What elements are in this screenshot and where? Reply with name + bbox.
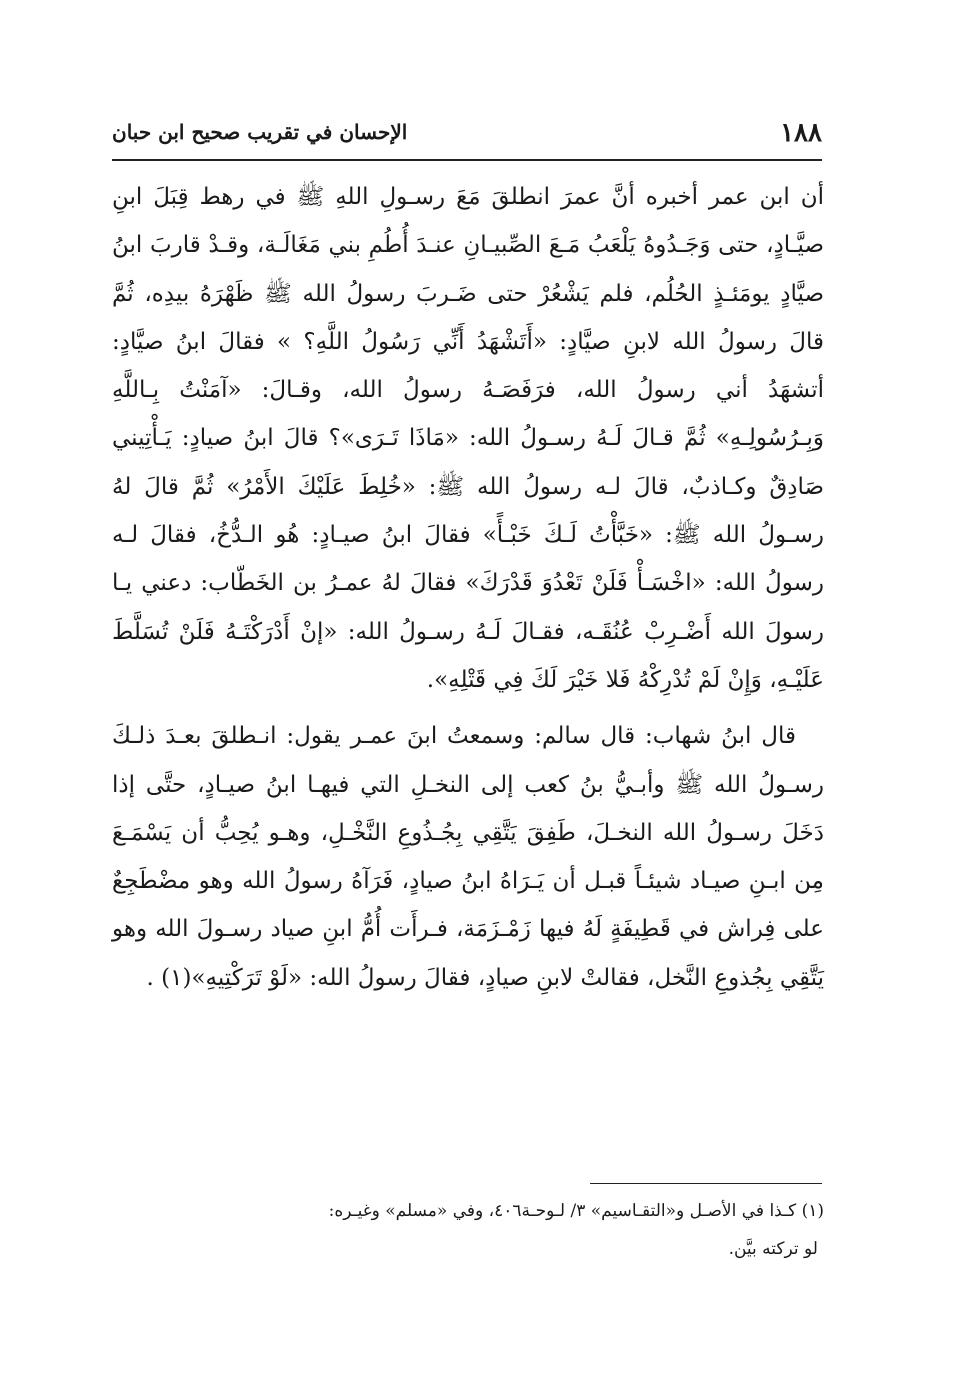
paragraph-1: أن ابن عمر أخبره أنَّ عمرَ انطلقَ مَعَ رسـولِ اللهِ ﷺ في رهط قِبَلَ ابنِ صيَّـادٍ، حتى وَجَـدُوهُ يَلْعَبُ مَـعَ الصِّبيـانِ عنـدَ أُطُمِ بني مَغَالَـة، وقـدْ قاربَ ابنُ صيَّادٍ يومَئـذٍ الحُلُم، فلم يَشْعُرْ حتى ضَـربَ رسولُ الله ﷺ ظَهْرَهُ بيدِه، ثُمَّ قالَ رسولُ الله لابنِ صيَّادٍ: «أَتَشْهَدُ أَنِّي رَسُولُ اللَّهِ؟ » فقالَ ابنُ صيَّادٍ: أتشهَدُ أني رسولُ الله، فرَفَصَـهُ رسولُ الله، وقـالَ: «آمَنْتُ بِـاللَّهِ وَبِـرُسُولِـهِ» ثُمَّ قـالَ لَـهُ رسـولُ الله: «مَاذَا تَـرَى»؟ قالَ ابنُ صيادٍ: يَـأْتِيني صَادِقٌ وكـاذبٌ، قالَ لـه رسولُ الله ﷺ: «خُلِطَ عَلَيْكَ الأَمْرُ» ثُمَّ قالَ لهُ رسـولُ الله ﷺ: «خَبَّأْتُ لَـكَ خَبْـأً» فقالَ ابنُ صيـادٍ: هُو الـدُّخُ، فقالَ لـه رسولُ الله: «اخْسَـأْ فَلَنْ تَعْدُوَ قَدْرَكَ» فقالَ لهُ عمـرُ بن الخَطّاب: دعني يـا رسولَ الله أَضْـرِبْ عُنُقَـه، فقـالَ لَـهُ رسـولُ الله: «إنْ أَدْرَكْتَـهُ فَلَنْ تُسَلَّطَ عَلَيْـهِ، وَإِنْ لَمْ تُدْرِكْهُ فَلا خَيْرَ لَكَ فِي قَتْلِهِ». [112,184,824,693]
running-head [112,118,822,158]
paragraph-2: قال ابنُ شهاب: قال سالم: وسمعتُ ابنَ عمـر يقول: انـطلقَ بعـدَ ذلـكَ رسـولُ الله ﷺ وأبـيُّ بنُ كعب إلى النخـلِ التي فيهـا ابنُ صيـادٍ، حتَّى إذا دَخَلَ رسـولُ الله النخـلَ، طَفِقَ يَتَّقِي بِجُـذُوعِ النَّخْـلِ، وهـو يُحِبُّ أن يَسْمَـعَ مِن ابـنِ صيـاد شيئـاً قبـل أن يَـرَاهُ ابنُ صيادٍ، فَرَآهُ رسولُ الله وهو مضْطَجِعٌ على فِراش في قَطِيفَةٍ لَهُ فيها زَمْـزَمَة، فـرأَت أُمُّ ابنِ صياد رسـولَ الله وهو يَتَّقِي بِجُذوعِ النَّخل، فقالتْ لابنِ صيادٍ، فقالَ رسولُ الله: «لَوْ تَرَكْتِيهِ»(١) . [112,723,824,991]
footnote-line-1: (١) كـذا في الأصـل و«التقـاسيم» ٣/ لـوحـة٤٠٦، وفي «مسلم» وغيـره: [328,1201,824,1221]
header-divider [112,159,822,161]
footnote-divider [590,1183,822,1184]
footnote-line-2: لو تركته بيَّن. [728,1239,818,1259]
book-title: الإحسان في تقريب صحيح ابن حبان [112,120,408,144]
main-text [112,173,824,1002]
page-number: ١٨٨ [780,118,822,148]
footnote [112,1192,824,1268]
